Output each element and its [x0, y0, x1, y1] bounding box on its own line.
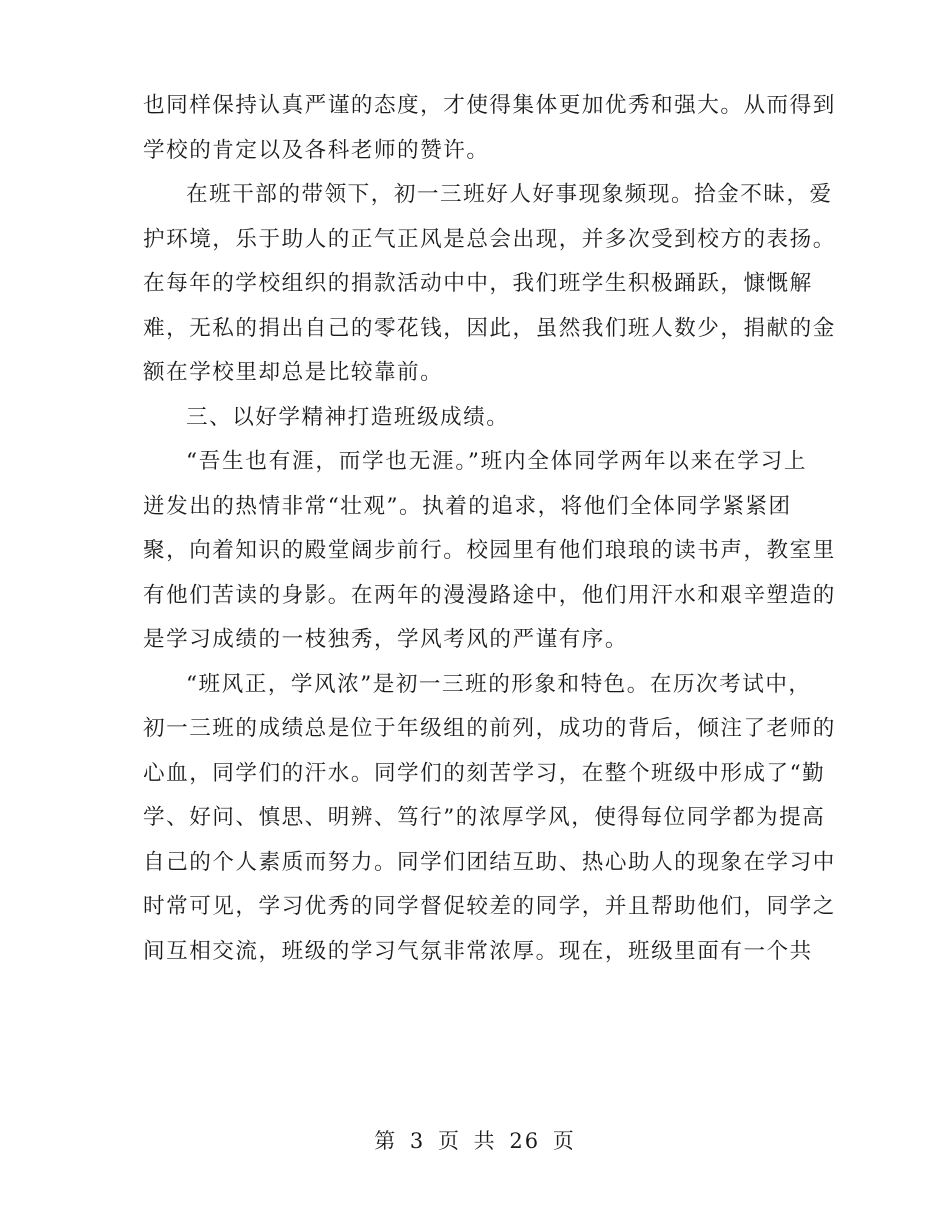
text-line: 迸发出的热情非常“壮观”。执着的追求，将他们全体同学紧紧团	[143, 493, 792, 519]
text-line: “吾生也有涯，而学也无涯。”班内全体同学两年以来在学习上	[186, 449, 807, 474]
footer-current-page: 3	[409, 1129, 426, 1153]
footer-suffix: 页	[552, 1129, 576, 1153]
text-line: 护环境，乐于助人的正气正风是总会出现，并多次受到校方的表扬。	[143, 226, 836, 252]
text-line: 难，无私的捐出自己的零花钱，因此，虽然我们班人数少，捐献的金	[143, 315, 836, 341]
text-line: 间互相交流，班级的学习气氛非常浓厚。现在，班级里面有一个共	[143, 938, 813, 964]
text-line: 时常可见，学习优秀的同学督促较差的同学，并且帮助他们，同学之	[143, 894, 836, 919]
text-line: 聚，向着知识的殿堂阔步前行。校园里有他们琅琅的读书声，教室里	[143, 538, 836, 563]
page-footer	[0, 1125, 950, 1155]
text-line: 学校的肯定以及各科老师的赞许。	[143, 137, 490, 163]
text-line: 有他们苦读的身影。在两年的漫漫路途中，他们用汗水和艰辛塑造的	[143, 582, 836, 608]
text-line: 初一三班的成绩总是位于年级组的前列，成功的背后，倾注了老师的	[143, 716, 836, 741]
footer-prefix: 第	[374, 1129, 398, 1153]
footer-total-word: 共	[473, 1129, 497, 1153]
text-line: 也同样保持认真严谨的态度，才使得集体更加优秀和强大。从而得到	[143, 93, 836, 118]
text-line: 心血，同学们的汗水。同学们的刻苦学习，在整个班级中形成了“勤	[143, 760, 826, 786]
text-line: 在班干部的带领下，初一三班好人好事现象频现。拾金不昧，爱	[186, 182, 833, 207]
text-line: 自己的个人素质而努力。同学们团结互助、热心助人的现象在学习中	[143, 849, 836, 875]
text-line: 在每年的学校组织的捐款活动中中，我们班学生积极踊跃，慷慨解	[143, 271, 813, 296]
document-body	[143, 84, 836, 974]
text-line: 额在学校里却总是比较靠前。	[143, 360, 444, 385]
footer-total-pages: 26	[509, 1129, 541, 1153]
text-line: 三、以好学精神打造班级成绩。	[186, 404, 510, 430]
text-line: 学、好问、慎思、明辨、笃行”的浓厚学风，使得每位同学都为提高	[143, 805, 826, 830]
text-line: 是学习成绩的一枝独秀，学风考风的严谨有序。	[143, 627, 628, 652]
footer-page-word: 页	[437, 1129, 461, 1153]
text-line: “班风正，学风浓”是初一三班的形象和特色。在历次考试中，	[186, 671, 812, 697]
